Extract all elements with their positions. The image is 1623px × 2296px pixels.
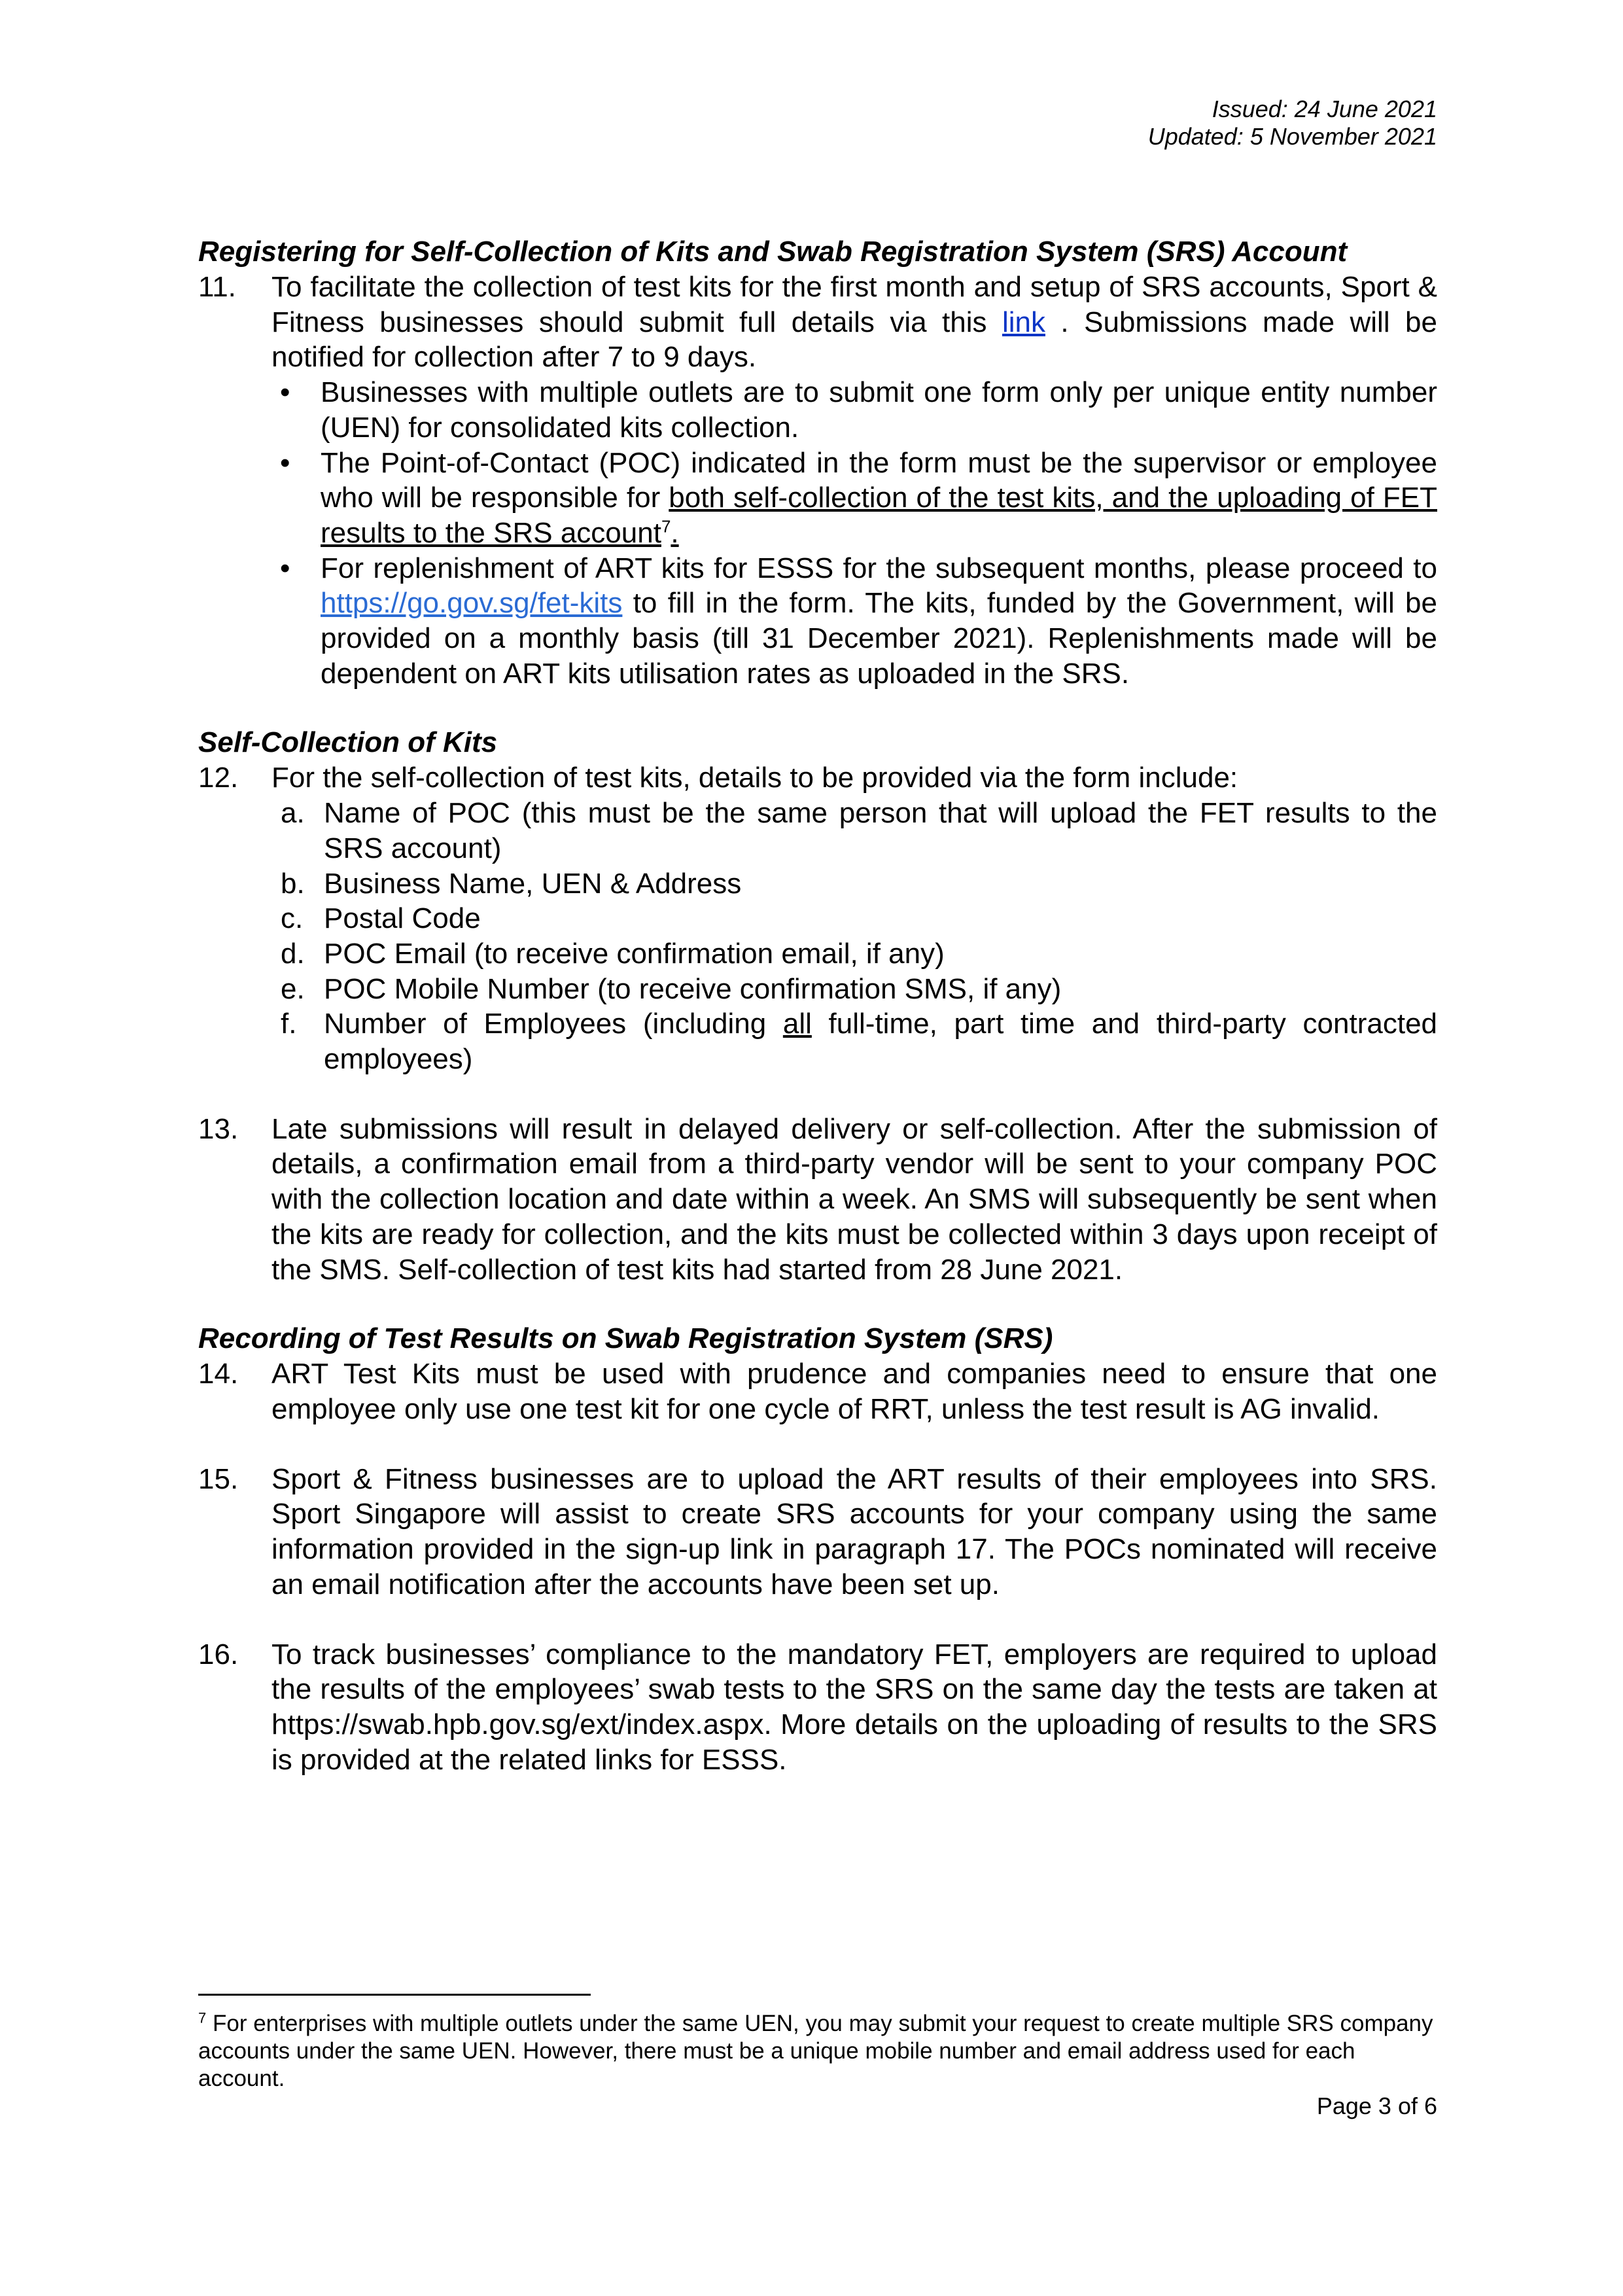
list-item: [280, 446, 1437, 551]
form-details-list: [271, 796, 1437, 1077]
paragraph-text: To track businesses’ compliance to the mandatory FET, employers are required to upload the results of the employees’ swab tests to the SRS on the same day the tests are taken at https://swab.hpb.gov.sg/ext/index.aspx. More details on the uploading of results to the SRS is provided at the related links for ESSS.: [271, 1638, 1437, 1776]
fet-kits-link[interactable]: https://go.gov.sg/fet-kits: [321, 587, 623, 620]
paragraph-12: [198, 760, 1437, 796]
list-item: [280, 375, 1437, 445]
list-item-text: The Point-of-Contact (POC) indicated in the form must be the supervisor or employee who will be responsible for: [321, 446, 1437, 514]
page-number: Page 3 of 6: [1316, 2093, 1437, 2119]
paragraph-16: [198, 1637, 1437, 1778]
paragraph-13: [198, 1112, 1437, 1288]
list-item: [281, 796, 1437, 866]
list-item-text: POC Email (to receive confirmation email, if any): [324, 937, 945, 970]
paragraph-number: 14.: [198, 1358, 239, 1390]
footnote: [198, 2010, 1437, 2093]
list-item-text: For replenishment of ART kits for ESSS for the subsequent months, please proceed to: [321, 552, 1437, 584]
list-item-text: POC Mobile Number (to receive confirmation SMS, if any): [324, 972, 1062, 1005]
footnote-reference[interactable]: 7: [661, 516, 671, 537]
section-heading-self-collection: Self-Collection of Kits: [198, 726, 498, 759]
paragraph-number: 12.: [198, 762, 239, 794]
underlined-text: both self-collection of the test kits, and the uploading of FET results to the SRS account: [321, 482, 1437, 549]
paragraph-text: To facilitate the collection of test kits for the first month and setup of SRS accounts, Sport & Fitness businesses should submit full details via this: [271, 271, 1437, 338]
list-item: [281, 972, 1437, 1007]
list-item-text: full-time, part time and third-party contracted employees): [324, 1008, 1438, 1076]
footnote-marker: 7: [198, 2009, 207, 2026]
list-item: [281, 1006, 1438, 1076]
list-letter: a.: [281, 797, 305, 830]
list-item: [281, 936, 1437, 972]
paragraph-number: 15.: [198, 1462, 239, 1495]
list-item: [280, 551, 1437, 692]
submission-link[interactable]: link: [1002, 306, 1045, 338]
list-letter: d.: [281, 937, 305, 970]
list-item-text: Business Name, UEN & Address: [324, 867, 742, 900]
list-letter: b.: [281, 867, 305, 900]
footnote-separator: [198, 1994, 591, 1996]
list-item-text: Number of Employees (including: [324, 1008, 783, 1040]
paragraph-number: 16.: [198, 1638, 239, 1670]
paragraph-14: [198, 1356, 1437, 1426]
list-item-text: .: [671, 516, 679, 549]
issue-dates: [1148, 96, 1437, 150]
bullet-icon: •: [280, 376, 290, 409]
list-item-text: to fill in the form. The kits, funded by the Government, will be provided on a monthly basis (till 31 December 2021). Replenishments made will be dependent on ART kits utilisation rates as uploaded in the SRS.: [321, 587, 1437, 690]
paragraph-text: ART Test Kits must be used with prudence and companies need to ensure that one employee only use one test kit for one cycle of RRT, unless the test result is AG invalid.: [271, 1358, 1437, 1425]
paragraph-11: [198, 270, 1437, 375]
paragraph-number: 11.: [198, 271, 236, 303]
section-heading-recording: Recording of Test Results on Swab Registration System (SRS): [198, 1322, 1053, 1355]
paragraph-text: Late submissions will result in delayed delivery or self-collection. After the submission of details, a confirmation email from a third-party vendor will be sent to your company POC with the collection location and date within a week. An SMS will subsequently be sent when the kits are ready for collection, and the kits must be collected within 3 days upon receipt of the SMS. Self-collection of test kits had started from 28 June 2021.: [271, 1112, 1437, 1286]
list-letter: f.: [281, 1008, 297, 1040]
issued-date: Issued: 24 June 2021: [1212, 96, 1437, 122]
paragraph-number: 13.: [198, 1112, 239, 1145]
list-letter: e.: [281, 972, 305, 1005]
paragraph-text: Sport & Fitness businesses are to upload the ART results of their employees into SRS. Sport Singapore will assist to create SRS accounts for your company using the same information provided in the sign-up link in paragraph 17. The POCs nominated will receive an email notification after the accounts have been set up.: [271, 1462, 1437, 1600]
bullet-icon: •: [280, 552, 290, 584]
underlined-text: all: [782, 1008, 812, 1040]
list-item: [281, 901, 1437, 936]
list-item-text: Name of POC (this must be the same person that will upload the FET results to the SRS account): [324, 797, 1437, 864]
requirements-list: [271, 375, 1437, 691]
updated-date: Updated: 5 November 2021: [1147, 123, 1437, 150]
document-body: [198, 234, 1437, 1777]
paragraph-text: . Submissions made will be notified for collection after 7 to 9 days.: [271, 306, 1437, 374]
bullet-icon: •: [280, 446, 290, 479]
list-item-text: Postal Code: [324, 902, 481, 935]
paragraph-text: For the self-collection of test kits, details to be provided via the form include:: [271, 762, 1238, 794]
list-item-text: Businesses with multiple outlets are to submit one form only per unique entity number (UEN) for consolidated kits collection.: [321, 376, 1437, 444]
list-item: [281, 866, 1437, 902]
list-letter: c.: [281, 902, 304, 935]
section-heading-registering: Registering for Self-Collection of Kits and Swab Registration System (SRS) Account: [198, 236, 1348, 268]
paragraph-15: [198, 1462, 1437, 1602]
footnote-text: For enterprises with multiple outlets under the same UEN, you may submit your request to create multiple SRS company accounts under the same UEN. However, there must be a unique mobile number and email address used for each account.: [198, 2011, 1433, 2091]
